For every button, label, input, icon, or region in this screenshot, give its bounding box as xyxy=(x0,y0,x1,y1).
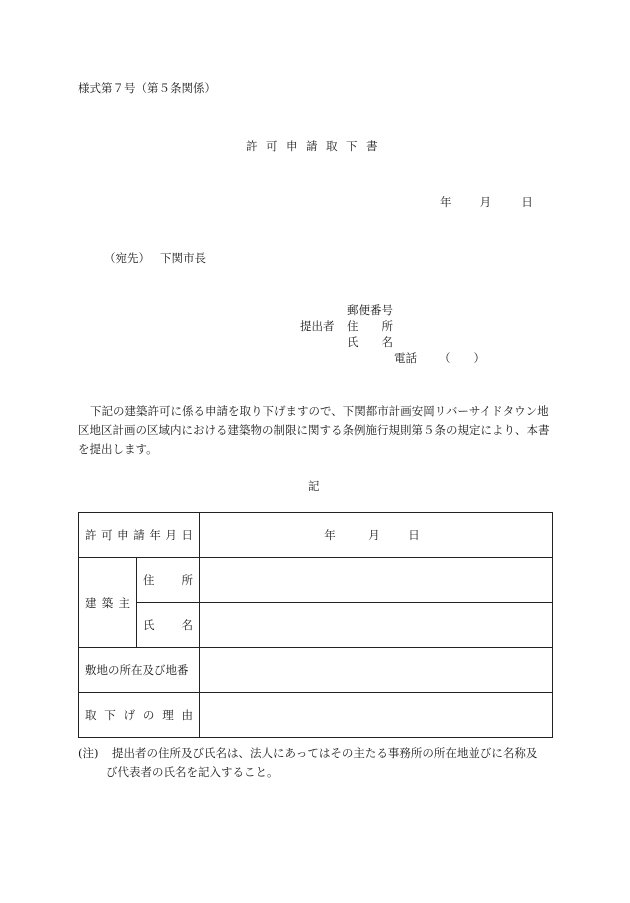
application-date-label: 許 可 申 請 年 月 日 xyxy=(85,528,193,542)
table-row xyxy=(79,558,553,603)
table-date-month: 月 xyxy=(368,528,380,542)
reason-value[interactable] xyxy=(200,693,553,738)
note-line-1: 提出者の住所及び氏名は、法人にあってはその主たる事務所の所在地並びに名称及 xyxy=(112,746,538,760)
table-date-year: 年 xyxy=(324,528,336,542)
reason-label-cell xyxy=(79,693,200,738)
builder-name-value[interactable] xyxy=(200,603,553,648)
table-row xyxy=(79,648,553,693)
date-day-label: 日 xyxy=(521,195,533,209)
date-year-label: 年 xyxy=(440,195,452,209)
table-row xyxy=(79,513,553,558)
addressee-prefix: （宛先） xyxy=(104,251,150,265)
addressee-name: 下関市長 xyxy=(160,251,206,265)
form-number: 様式第７号（第５条関係） xyxy=(78,81,216,95)
submitter-address-label: 住 所 xyxy=(347,319,393,333)
date-month-label: 月 xyxy=(479,195,492,209)
note-tag: (注) xyxy=(78,746,99,760)
builder-name-label-cell xyxy=(137,603,200,648)
builder-address-label: 住 所 xyxy=(143,573,193,587)
builder-name-label: 氏 名 xyxy=(143,618,193,632)
application-date-value[interactable] xyxy=(200,513,553,558)
table-date-day: 日 xyxy=(408,528,420,542)
site-value[interactable] xyxy=(200,648,553,693)
table-row xyxy=(79,693,553,738)
builder-cell xyxy=(79,558,137,648)
phone-parens: （ ） xyxy=(439,351,485,365)
submitter-block xyxy=(300,302,393,350)
submitter-name-label: 氏 名 xyxy=(347,335,393,349)
application-table xyxy=(78,512,553,738)
reason-label: 取 下 げ の 理 由 xyxy=(85,708,193,722)
footnote xyxy=(78,744,558,782)
note-line-2: び代表者の氏名を記入すること。 xyxy=(106,765,279,779)
site-label: 敷地の所在及び地番 xyxy=(85,663,189,677)
date-line xyxy=(440,194,533,210)
body-paragraph: 下記の建築許可に係る申請を取り下げますので、下関都市計画安岡リバーサイドタウン地区地区計画の区域内における建築物の制限に関する条例施行規則第５条の規定により、本書を提出します。 xyxy=(78,404,550,456)
table-row xyxy=(79,603,553,648)
ki-heading: 記 xyxy=(308,479,320,493)
submitter-role: 提出者 xyxy=(300,319,335,333)
site-label-cell xyxy=(79,648,200,693)
addressee xyxy=(104,250,206,266)
builder-address-label-cell xyxy=(137,558,200,603)
application-date-cell xyxy=(79,513,200,558)
phone-line xyxy=(394,350,485,366)
document-title: 許可申請取下書 xyxy=(246,139,386,153)
builder-label: 建 築 主 xyxy=(85,595,130,610)
phone-label: 電話 xyxy=(394,351,417,365)
postal-code-label: 郵便番号 xyxy=(347,303,393,317)
builder-address-value[interactable] xyxy=(200,558,553,603)
